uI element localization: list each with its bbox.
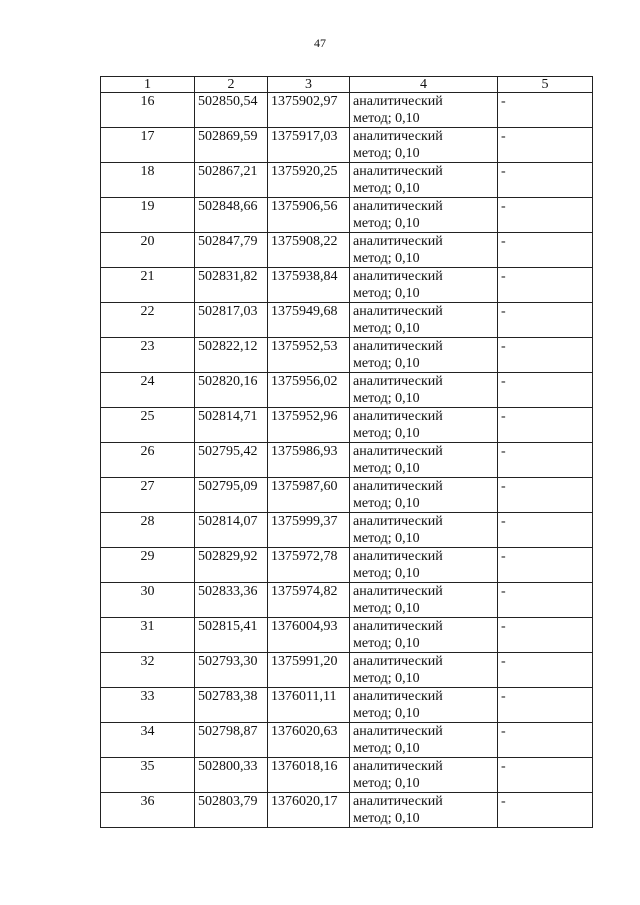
method-line-2: метод; 0,10: [353, 321, 420, 336]
y-coordinate-cell: 1376020,63: [268, 723, 350, 758]
column-5-cell: -: [498, 93, 593, 128]
point-number-cell: 24: [101, 373, 195, 408]
point-number-cell: 35: [101, 758, 195, 793]
column-header-1: 1: [101, 77, 195, 93]
method-line-2: метод; 0,10: [353, 531, 420, 546]
point-number-cell: 33: [101, 688, 195, 723]
method-line-2: метод; 0,10: [353, 181, 420, 196]
x-coordinate-cell: 502814,07: [195, 513, 268, 548]
method-line-1: аналитический: [353, 724, 443, 739]
table-row: [101, 443, 593, 478]
x-coordinate-cell: 502800,33: [195, 758, 268, 793]
table-row: [101, 548, 593, 583]
x-coordinate-cell: 502803,79: [195, 793, 268, 828]
method-cell: [350, 303, 498, 338]
table-row: [101, 723, 593, 758]
method-line-2: метод; 0,10: [353, 811, 420, 826]
x-coordinate-cell: 502829,92: [195, 548, 268, 583]
method-line-1: аналитический: [353, 794, 443, 809]
method-line-2: метод; 0,10: [353, 251, 420, 266]
column-5-cell: -: [498, 478, 593, 513]
method-line-2: метод; 0,10: [353, 391, 420, 406]
y-coordinate-cell: 1375917,03: [268, 128, 350, 163]
point-number-cell: 22: [101, 303, 195, 338]
column-header-5: 5: [498, 77, 593, 93]
table-row: [101, 653, 593, 688]
y-coordinate-cell: 1375974,82: [268, 583, 350, 618]
column-5-cell: -: [498, 653, 593, 688]
method-cell: [350, 163, 498, 198]
table-row: [101, 758, 593, 793]
method-line-2: метод; 0,10: [353, 741, 420, 756]
point-number-cell: 26: [101, 443, 195, 478]
method-cell: [350, 653, 498, 688]
method-line-1: аналитический: [353, 94, 443, 109]
x-coordinate-cell: 502833,36: [195, 583, 268, 618]
method-line-2: метод; 0,10: [353, 216, 420, 231]
method-line-1: аналитический: [353, 339, 443, 354]
x-coordinate-cell: 502795,42: [195, 443, 268, 478]
method-line-1: аналитический: [353, 374, 443, 389]
method-line-1: аналитический: [353, 619, 443, 634]
point-number-cell: 34: [101, 723, 195, 758]
column-5-cell: -: [498, 618, 593, 653]
coordinates-table: [100, 76, 593, 828]
y-coordinate-cell: 1376020,17: [268, 793, 350, 828]
x-coordinate-cell: 502822,12: [195, 338, 268, 373]
point-number-cell: 30: [101, 583, 195, 618]
method-cell: [350, 443, 498, 478]
method-line-2: метод; 0,10: [353, 111, 420, 126]
column-header-2: 2: [195, 77, 268, 93]
y-coordinate-cell: 1375906,56: [268, 198, 350, 233]
y-coordinate-cell: 1375920,25: [268, 163, 350, 198]
column-5-cell: -: [498, 233, 593, 268]
method-cell: [350, 373, 498, 408]
method-line-2: метод; 0,10: [353, 671, 420, 686]
method-line-1: аналитический: [353, 234, 443, 249]
method-line-1: аналитический: [353, 199, 443, 214]
y-coordinate-cell: 1375908,22: [268, 233, 350, 268]
y-coordinate-cell: 1375999,37: [268, 513, 350, 548]
column-header-3: 3: [268, 77, 350, 93]
table-row: [101, 373, 593, 408]
column-5-cell: -: [498, 688, 593, 723]
point-number-cell: 18: [101, 163, 195, 198]
method-line-1: аналитический: [353, 269, 443, 284]
column-5-cell: -: [498, 128, 593, 163]
method-cell: [350, 688, 498, 723]
table-body: [101, 93, 593, 828]
table-row: [101, 408, 593, 443]
point-number-cell: 29: [101, 548, 195, 583]
point-number-cell: 28: [101, 513, 195, 548]
table-row: [101, 338, 593, 373]
column-5-cell: -: [498, 373, 593, 408]
method-cell: [350, 583, 498, 618]
x-coordinate-cell: 502850,54: [195, 93, 268, 128]
column-5-cell: -: [498, 303, 593, 338]
point-number-cell: 23: [101, 338, 195, 373]
y-coordinate-cell: 1375991,20: [268, 653, 350, 688]
method-line-1: аналитический: [353, 129, 443, 144]
table-row: [101, 793, 593, 828]
y-coordinate-cell: 1376018,16: [268, 758, 350, 793]
x-coordinate-cell: 502814,71: [195, 408, 268, 443]
table-row: [101, 198, 593, 233]
page-number: 47: [314, 36, 326, 50]
column-header-4: 4: [350, 77, 498, 93]
point-number-cell: 19: [101, 198, 195, 233]
table-row: [101, 478, 593, 513]
y-coordinate-cell: 1376004,93: [268, 618, 350, 653]
method-line-1: аналитический: [353, 444, 443, 459]
column-5-cell: -: [498, 338, 593, 373]
method-line-2: метод; 0,10: [353, 496, 420, 511]
method-cell: [350, 198, 498, 233]
y-coordinate-cell: 1375956,02: [268, 373, 350, 408]
method-line-2: метод; 0,10: [353, 426, 420, 441]
x-coordinate-cell: 502820,16: [195, 373, 268, 408]
method-line-2: метод; 0,10: [353, 286, 420, 301]
point-number-cell: 36: [101, 793, 195, 828]
method-line-1: аналитический: [353, 514, 443, 529]
column-5-cell: -: [498, 163, 593, 198]
point-number-cell: 25: [101, 408, 195, 443]
point-number-cell: 16: [101, 93, 195, 128]
y-coordinate-cell: 1375902,97: [268, 93, 350, 128]
table-row: [101, 303, 593, 338]
method-line-2: метод; 0,10: [353, 706, 420, 721]
column-5-cell: -: [498, 443, 593, 478]
column-5-cell: -: [498, 513, 593, 548]
point-number-cell: 20: [101, 233, 195, 268]
table-row: [101, 233, 593, 268]
method-cell: [350, 478, 498, 513]
y-coordinate-cell: 1375972,78: [268, 548, 350, 583]
method-line-1: аналитический: [353, 549, 443, 564]
y-coordinate-cell: 1375952,53: [268, 338, 350, 373]
table-row: [101, 93, 593, 128]
column-5-cell: -: [498, 723, 593, 758]
x-coordinate-cell: 502793,30: [195, 653, 268, 688]
y-coordinate-cell: 1376011,11: [268, 688, 350, 723]
x-coordinate-cell: 502848,66: [195, 198, 268, 233]
x-coordinate-cell: 502815,41: [195, 618, 268, 653]
column-5-cell: -: [498, 548, 593, 583]
column-5-cell: -: [498, 268, 593, 303]
method-cell: [350, 758, 498, 793]
method-cell: [350, 723, 498, 758]
table-row: [101, 583, 593, 618]
column-5-cell: -: [498, 408, 593, 443]
method-cell: [350, 233, 498, 268]
method-line-2: метод; 0,10: [353, 601, 420, 616]
table-row: [101, 128, 593, 163]
method-line-2: метод; 0,10: [353, 776, 420, 791]
y-coordinate-cell: 1375949,68: [268, 303, 350, 338]
method-line-1: аналитический: [353, 164, 443, 179]
method-cell: [350, 513, 498, 548]
y-coordinate-cell: 1375986,93: [268, 443, 350, 478]
method-line-1: аналитический: [353, 479, 443, 494]
method-line-1: аналитический: [353, 304, 443, 319]
column-5-cell: -: [498, 758, 593, 793]
x-coordinate-cell: 502867,21: [195, 163, 268, 198]
method-line-1: аналитический: [353, 759, 443, 774]
x-coordinate-cell: 502783,38: [195, 688, 268, 723]
point-number-cell: 27: [101, 478, 195, 513]
x-coordinate-cell: 502817,03: [195, 303, 268, 338]
method-line-1: аналитический: [353, 584, 443, 599]
y-coordinate-cell: 1375952,96: [268, 408, 350, 443]
method-line-2: метод; 0,10: [353, 566, 420, 581]
y-coordinate-cell: 1375938,84: [268, 268, 350, 303]
method-line-2: метод; 0,10: [353, 636, 420, 651]
x-coordinate-cell: 502798,87: [195, 723, 268, 758]
table-row: [101, 268, 593, 303]
table-row: [101, 513, 593, 548]
method-cell: [350, 793, 498, 828]
method-cell: [350, 548, 498, 583]
method-cell: [350, 618, 498, 653]
method-cell: [350, 128, 498, 163]
table-header-row: [101, 77, 593, 93]
method-line-2: метод; 0,10: [353, 461, 420, 476]
x-coordinate-cell: 502869,59: [195, 128, 268, 163]
method-line-1: аналитический: [353, 654, 443, 669]
table-row: [101, 618, 593, 653]
table-row: [101, 163, 593, 198]
method-cell: [350, 93, 498, 128]
method-cell: [350, 408, 498, 443]
column-5-cell: -: [498, 793, 593, 828]
x-coordinate-cell: 502847,79: [195, 233, 268, 268]
y-coordinate-cell: 1375987,60: [268, 478, 350, 513]
point-number-cell: 21: [101, 268, 195, 303]
method-cell: [350, 338, 498, 373]
method-line-1: аналитический: [353, 689, 443, 704]
method-line-1: аналитический: [353, 409, 443, 424]
column-5-cell: -: [498, 583, 593, 618]
x-coordinate-cell: 502795,09: [195, 478, 268, 513]
point-number-cell: 17: [101, 128, 195, 163]
point-number-cell: 32: [101, 653, 195, 688]
column-5-cell: -: [498, 198, 593, 233]
method-cell: [350, 268, 498, 303]
method-line-2: метод; 0,10: [353, 356, 420, 371]
x-coordinate-cell: 502831,82: [195, 268, 268, 303]
method-line-2: метод; 0,10: [353, 146, 420, 161]
table-row: [101, 688, 593, 723]
point-number-cell: 31: [101, 618, 195, 653]
